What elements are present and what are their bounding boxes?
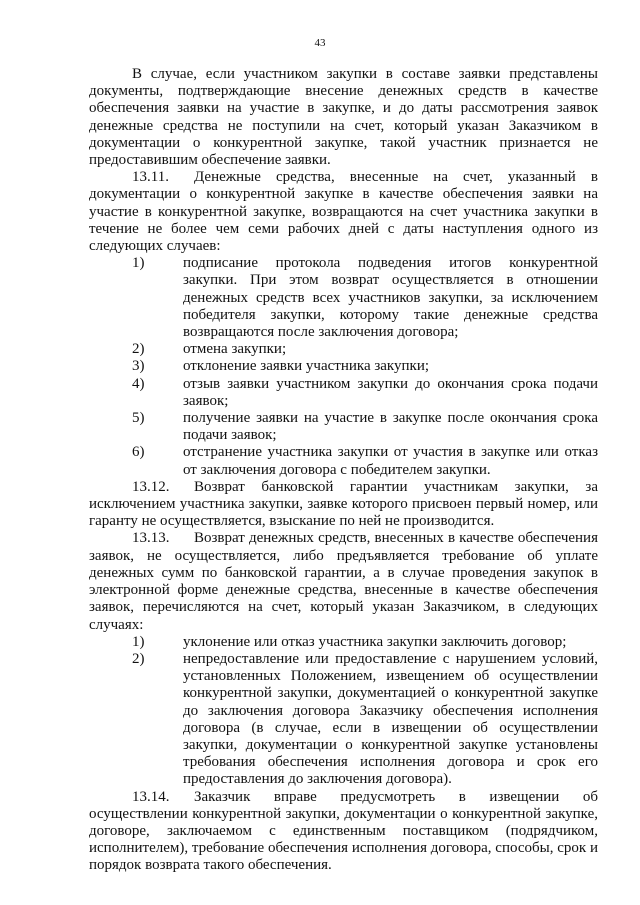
list-item-number: 1) [132,633,145,650]
document-body [89,66,598,875]
list-item-text: подписание протокола подведения итогов конкурентной закупки. При этом возврат осуществляется в отношении денежных средств всех участников закупки, за исключением победителя закупки, которому такие денежные средства возвращаются после заключения договора; [183,255,598,341]
section-number: 13.12. [132,478,170,495]
list-item-text: отзыв заявки участником закупки до окончания срока подачи заявок; [183,375,598,409]
list-item [89,651,598,789]
list-item [89,341,598,358]
section-number: 13.14. [132,788,170,805]
list-item [89,255,598,341]
list-item-text: отстранение участника закупки от участия в закупке или отказ от заключения договора с победителем закупки. [183,444,598,478]
section-text: Возврат банковской гарантии участникам закупки, за исключением участника закупки, заявке которого присвоен первый номер, или гаранту не осуществляется, взыскание по ней не производится. [89,478,598,530]
list-item [89,444,598,478]
list-item-text: отмена закупки; [183,341,287,358]
list-item-number: 6) [132,444,145,461]
list-item [89,376,598,410]
list-item [89,358,598,375]
list-item [89,634,598,651]
section-number: 13.13. [132,530,170,547]
list-item-number: 3) [132,358,145,375]
section-text: Денежные средства, внесенные на счет, указанный в документации о конкурентной закупке в качестве обеспечения заявки на участие в конкурентной закупке, возвращаются на счет участника закупки в течение не более чем семи рабочих дней с даты наступления одного из следующих случаев: [89,169,598,255]
list-item-text: отклонение заявки участника закупки; [183,358,430,375]
list-item [89,410,598,444]
section-text: Заказчик вправе предусмотреть в извещении об осуществлении конкурентной закупки, документации о конкурентной закупке, договоре, заключаемом с единственным поставщиком (подрядчиком, исполнителем), требование обеспечения исполнения договора, способы, срок и порядок возврата такого обеспечения. [89,788,598,874]
section-number: 13.11. [132,169,169,186]
paragraph-text: В случае, если участником закупки в составе заявки представлены документы, подтверждающие внесение денежных средств в качестве обеспечения заявки на участие в закупке, и до даты рассмотрения заявок денежные средства не поступили на счет, который указан Заказчиком в документации о конкурентной закупке, такой участник признается не предоставившим обеспечение заявки. [89,66,598,169]
page-number: 43 [314,37,326,49]
paragraph [89,66,598,169]
list-item-text: уклонение или отказ участника закупки заключить договор; [183,633,567,650]
list-item-number: 5) [132,410,145,427]
list-item-number: 1) [132,255,145,272]
list-item-number: 2) [132,650,145,667]
section-13-13 [89,530,598,633]
section-13-11 [89,169,598,255]
list-item-number: 2) [132,341,145,358]
list-item-text: получение заявки на участие в закупке после окончания срока подачи заявок; [183,410,598,444]
section-text: Возврат денежных средств, внесенных в качестве обеспечения заявок, не осуществляется, либо предъявляется требование об уплате денежных сумм по банковской гарантии, а в случае проведения закупок в электронной форме денежные средства, внесенные в качестве обеспечения заявок, перечисляются на счет, который указан Заказчиком, в следующих случаях: [89,530,598,633]
section-13-12 [89,479,598,531]
list-item-number: 4) [132,375,145,392]
section-13-14 [89,789,598,875]
list-item-text: непредоставление или предоставление с нарушением условий, установленных Положением, извещением об осуществлении конкурентной закупки, документацией о конкурентной закупке до заключения договора Заказчику обеспечения исполнения договора (в случае, если в извещении об осуществлении закупки, документации о конкурентной закупке установлены требования обеспечения исполнения договора и срок его предоставления до заключения договора). [183,650,598,788]
